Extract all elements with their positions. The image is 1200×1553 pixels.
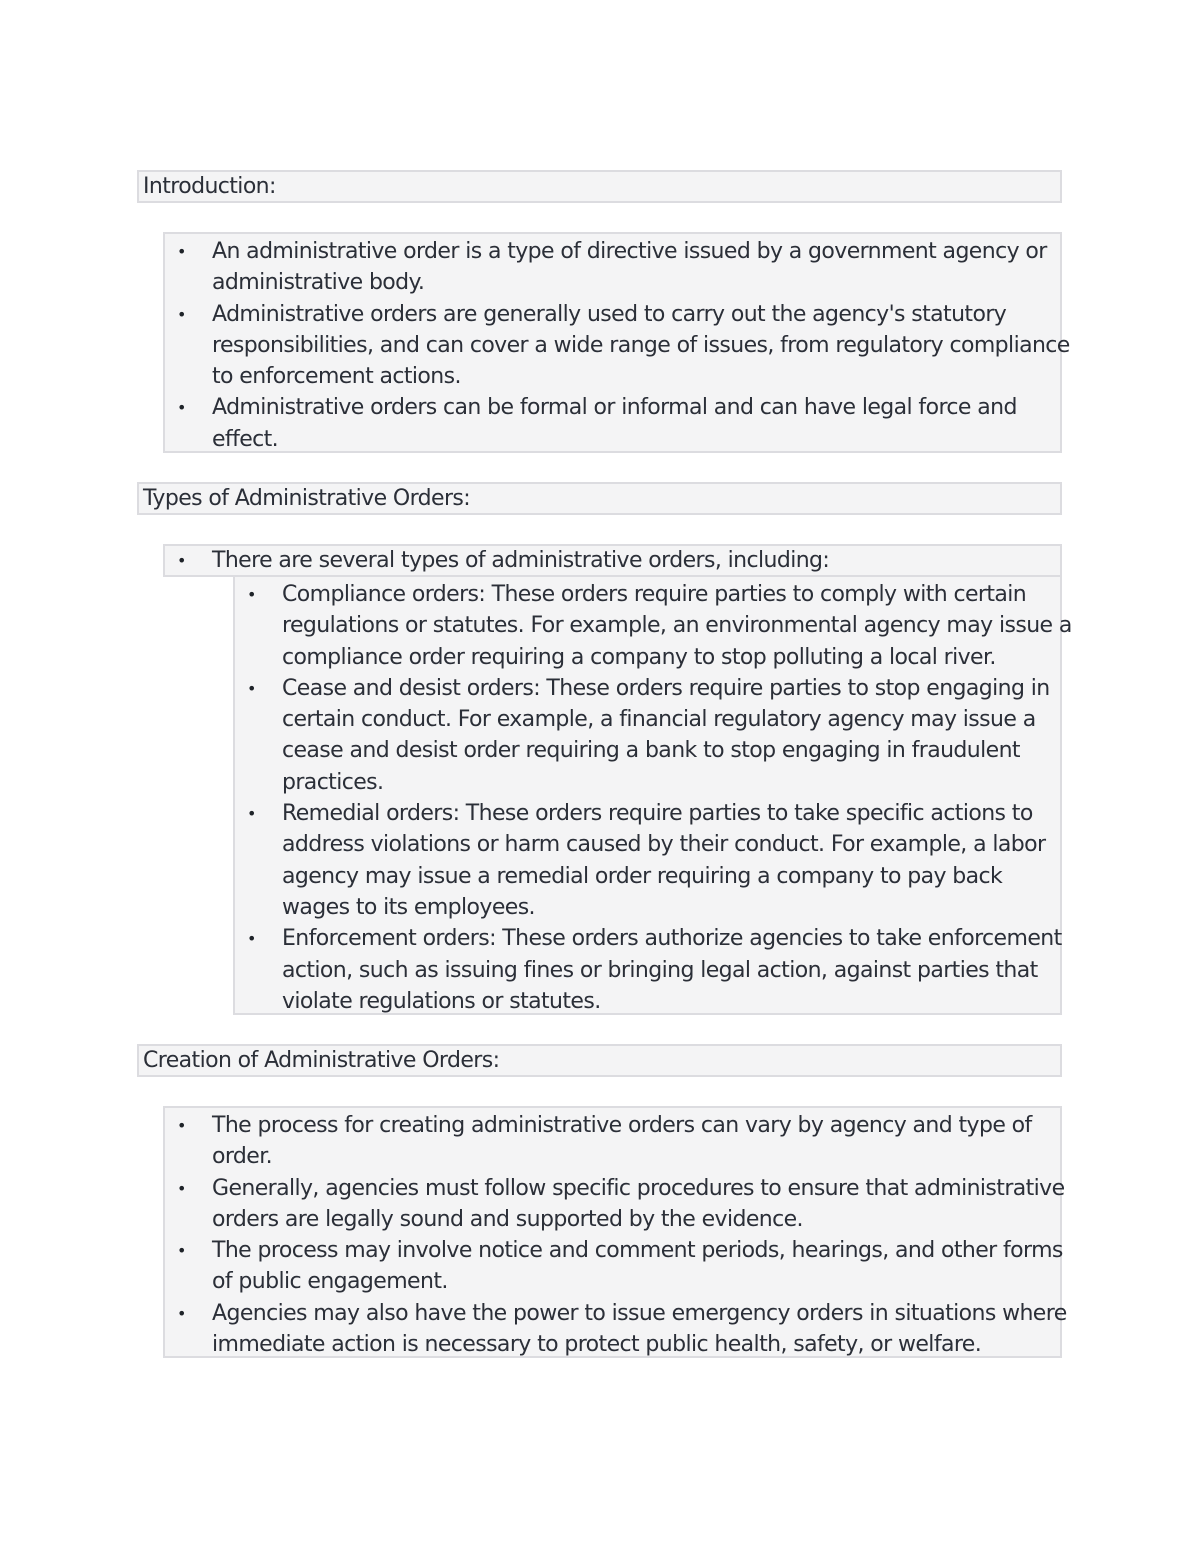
list-item-line: An administrative order is a type of directive issued by a government agency or: [212, 239, 1047, 264]
list-item-line: The process for creating administrative orders can vary by agency and type of: [212, 1113, 1032, 1138]
bullet-icon: •: [177, 1303, 186, 1323]
list-item-line: immediate action is necessary to protect public health, safety, or welfare.: [212, 1332, 982, 1358]
bullet-icon: •: [247, 585, 256, 604]
types-list: [163, 544, 1062, 577]
list-item-line: The process may involve notice and comment periods, hearings, and other forms: [212, 1238, 1063, 1264]
list-item: [235, 579, 1072, 673]
list-item-line: Compliance orders: These orders require parties to comply with certain: [282, 582, 1027, 607]
introduction-heading: Introduction:: [137, 170, 1062, 203]
list-item-line: regulations or statutes. For example, an environmental agency may issue a: [282, 613, 1072, 639]
list-item: [165, 392, 1060, 455]
list-item-line: practices.: [282, 769, 384, 795]
list-item-line: wages to its employees.: [282, 894, 535, 920]
list-item: [165, 236, 1060, 299]
list-item-line: responsibilities, and can cover a wide range of issues, from regulatory compliance: [212, 332, 1070, 358]
list-item-line: address violations or harm caused by their conduct. For example, a labor: [282, 832, 1046, 858]
list-item-line: cease and desist order requiring a bank to stop engaging in fraudulent: [282, 738, 1020, 764]
list-item-line: There are several types of administrative orders, including:: [212, 548, 830, 573]
list-item-line: order.: [212, 1144, 273, 1170]
introduction-list: [163, 232, 1070, 453]
bullet-icon: •: [177, 551, 186, 570]
list-item-line: agency may issue a remedial order requiring a company to pay back: [282, 863, 1003, 889]
bullet-icon: •: [177, 304, 186, 324]
list-item-line: to enforcement actions.: [212, 364, 461, 390]
creation-heading: Creation of Administrative Orders:: [137, 1044, 1062, 1077]
bullet-icon: •: [177, 398, 186, 418]
list-item: [165, 1173, 1065, 1236]
list-item-line: Agencies may also have the power to issue emergency orders in situations where: [212, 1300, 1067, 1326]
list-item-line: effect.: [212, 426, 279, 452]
list-item-line: action, such as issuing fines or bringing legal action, against parties that: [282, 957, 1038, 983]
list-item-line: violate regulations or statutes.: [282, 988, 601, 1014]
list-item: [235, 673, 1060, 798]
list-item-line: Remedial orders: These orders require parties to take specific actions to: [282, 801, 1033, 827]
list-item-line: Generally, agencies must follow specific procedures to ensure that administrative: [212, 1175, 1065, 1201]
list-item: [235, 923, 1060, 1017]
types-sublist: [233, 575, 1072, 1015]
list-item: [235, 798, 1060, 923]
list-item-line: Enforcement orders: These orders authorize agencies to take enforcement: [282, 926, 1062, 952]
list-item: [165, 546, 1060, 576]
list-item: [165, 1110, 1060, 1173]
list-item-line: of public engagement.: [212, 1269, 448, 1295]
list-item: [165, 1298, 1067, 1361]
list-item-line: certain conduct. For example, a financial regulatory agency may issue a: [282, 707, 1036, 733]
list-item: [165, 1235, 1063, 1298]
list-item-line: orders are legally sound and supported by the evidence.: [212, 1206, 803, 1232]
bullet-icon: •: [177, 1241, 186, 1261]
list-item-line: compliance order requiring a company to stop polluting a local river.: [282, 644, 996, 670]
bullet-icon: •: [247, 678, 256, 698]
bullet-icon: •: [177, 242, 186, 261]
list-item-line: Cease and desist orders: These orders require parties to stop engaging in: [282, 675, 1050, 701]
bullet-icon: •: [247, 929, 256, 949]
types-heading: Types of Administrative Orders:: [137, 482, 1062, 515]
bullet-icon: •: [247, 804, 256, 824]
list-item: [165, 299, 1070, 393]
bullet-icon: •: [177, 1178, 186, 1198]
creation-list: [163, 1106, 1067, 1358]
bullet-icon: •: [177, 1116, 186, 1135]
list-item-line: administrative body.: [212, 270, 425, 296]
list-item-line: Administrative orders can be formal or informal and can have legal force and: [212, 395, 1017, 421]
list-item-line: Administrative orders are generally used to carry out the agency's statutory: [212, 301, 1007, 327]
